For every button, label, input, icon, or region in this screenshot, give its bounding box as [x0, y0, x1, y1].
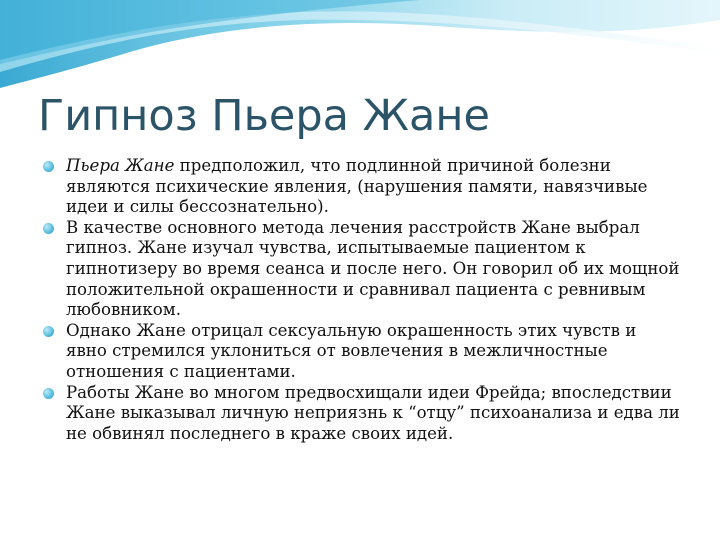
bullet-item-4: [42, 383, 682, 445]
bullet-item-3: [42, 321, 682, 383]
circle-bullet-icon: [43, 161, 54, 172]
circle-bullet-icon: [43, 223, 54, 234]
bullet-item-2: [42, 218, 682, 321]
header-wave-decoration: [0, 0, 720, 100]
bullet-text: В качестве основного метода лечения расстройств Жане выбрал гипноз. Жане изучал чувства, испытываемые пациентом к гипнотизеру во время сеанса и после него. Он говорил об их мощной положительной окрашенности и сравнивал пациента с ревнивым любовником.: [66, 217, 680, 320]
circle-bullet-icon: [43, 326, 54, 337]
bullet-lead-name: Пьера Жане: [66, 156, 175, 175]
slide-title: Гипноз Пьера Жане: [38, 91, 490, 141]
bullet-text: Работы Жане во многом предвосхищали идеи Фрейда; впоследствии Жане выказывал личную неприязнь к “отцу” психоанализа и едва ли не обвинял последнего в краже своих идей.: [66, 382, 680, 443]
bullet-item-1: [42, 156, 682, 218]
circle-bullet-icon: [43, 388, 54, 399]
bullet-text: предположил, что подлинной причиной болезни являются психические явления, (нарушения памяти, навязчивые идеи и силы бессознательно).: [66, 156, 648, 217]
bullet-list: [42, 156, 682, 444]
bullet-text: Однако Жане отрицал сексуальную окрашенность этих чувств и явно стремился уклониться от вовлечения в межличностные отношения с пациентами.: [66, 320, 637, 381]
